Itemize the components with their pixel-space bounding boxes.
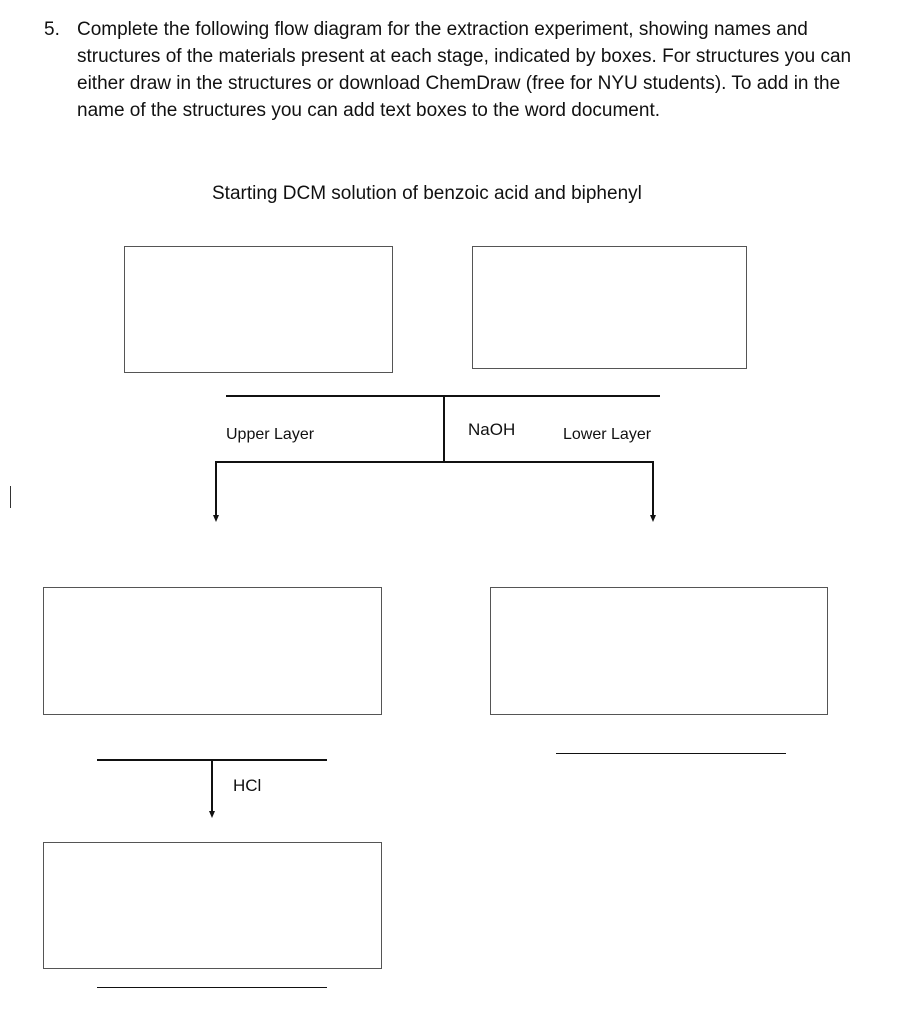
question-number: 5. bbox=[44, 19, 60, 40]
hcl-reagent-label: HCl bbox=[233, 776, 262, 795]
answer-box-final-product[interactable] bbox=[43, 842, 382, 969]
lower-layer-name-line[interactable] bbox=[556, 753, 786, 754]
starting-solution-label: Starting DCM solution of benzoic acid and biphenyl bbox=[212, 183, 642, 204]
answer-box-start-right[interactable] bbox=[472, 246, 747, 369]
question-text: Complete the following flow diagram for the extraction experiment, showing names and structures of the materials present at each stage, indicated by boxes. For structures you can either draw in the structures or download ChemDraw (free for NYU students). To add in the name of the structures you can add text boxes to the word document. bbox=[77, 19, 852, 121]
upper-layer-label: Upper Layer bbox=[226, 426, 315, 443]
right-arrow-shaft bbox=[652, 461, 654, 516]
separation-vertical-line bbox=[443, 396, 445, 461]
text-cursor bbox=[10, 486, 11, 508]
left-arrow-down-icon bbox=[213, 515, 219, 522]
left-arrow-shaft bbox=[215, 461, 217, 516]
naoh-reagent-label: NaOH bbox=[468, 420, 516, 439]
answer-box-lower-layer[interactable] bbox=[490, 587, 828, 715]
answer-box-upper-layer[interactable] bbox=[43, 587, 382, 715]
hcl-arrow-shaft bbox=[211, 760, 213, 812]
answer-box-start-left[interactable] bbox=[124, 246, 393, 373]
split-horizontal-line bbox=[215, 461, 654, 463]
lower-layer-label: Lower Layer bbox=[563, 426, 652, 443]
hcl-arrow-down-icon bbox=[209, 811, 215, 818]
final-product-name-line[interactable] bbox=[97, 987, 327, 988]
right-arrow-down-icon bbox=[650, 515, 656, 522]
